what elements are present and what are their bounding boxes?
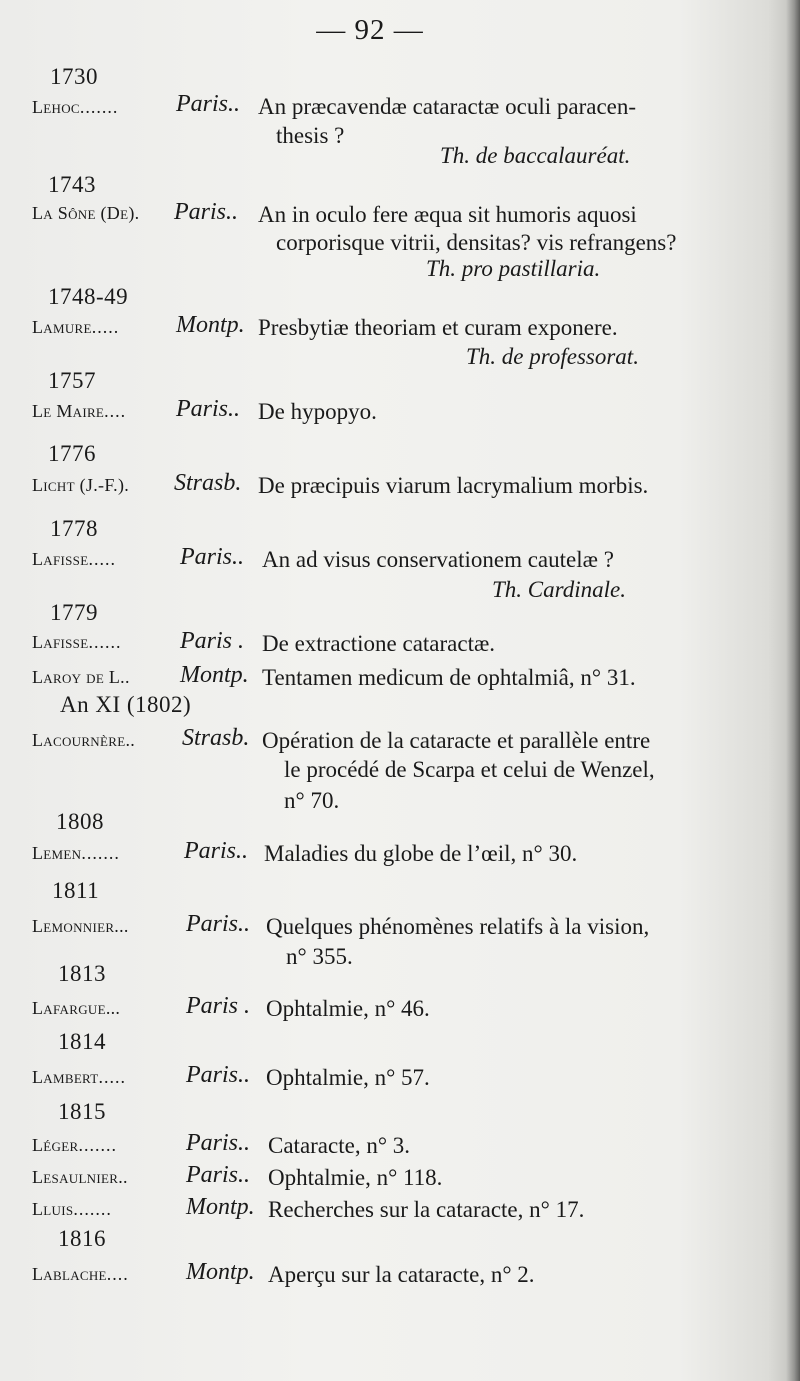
entry-place: Paris.. xyxy=(174,199,239,225)
entry-thesis-type: Th. de professorat. xyxy=(466,344,639,369)
entry-author: Lemonnier... xyxy=(32,916,129,936)
entry-author: Lafargue... xyxy=(32,998,121,1018)
entry-title: De hypopyo. xyxy=(258,399,377,424)
entry-year: 1757 xyxy=(48,368,96,393)
entry-title-continuation: n° 355. xyxy=(286,944,353,969)
entry-year: 1815 xyxy=(58,1099,106,1124)
entry-place: Montp. xyxy=(186,1194,255,1220)
entry-year: 1808 xyxy=(56,809,104,834)
entry-author: Licht (J.-F.). xyxy=(32,475,130,495)
entry-year: 1779 xyxy=(50,600,98,625)
entry-title-continuation: n° 70. xyxy=(284,788,340,813)
entry-author: Lafisse...... xyxy=(32,632,122,652)
entry-year: 1778 xyxy=(50,516,98,541)
entry-title-continuation: thesis ? xyxy=(276,123,345,148)
entry-title: Tentamen medicum de ophtalmiâ, n° 31. xyxy=(262,665,636,690)
entry-place: Montp. xyxy=(180,662,249,688)
entry-place: Paris.. xyxy=(186,1130,251,1156)
entry-place: Paris . xyxy=(186,993,251,1019)
page-number: — 92 — xyxy=(316,14,424,46)
entry-place: Paris.. xyxy=(176,396,241,422)
entry-place: Paris.. xyxy=(186,1162,251,1188)
entry-year: 1748-49 xyxy=(48,284,129,309)
entry-title: De præcipuis viarum lacrymalium morbis. xyxy=(258,473,649,498)
entry-title: Ophtalmie, n° 118. xyxy=(268,1165,443,1190)
entry-title-continuation: le procédé de Scarpa et celui de Wenzel, xyxy=(284,757,655,782)
entry-year: 1743 xyxy=(48,172,96,197)
entry-thesis-type: Th. Cardinale. xyxy=(492,577,626,602)
entry-author: Lesaulnier.. xyxy=(32,1167,128,1187)
entry-author: Lablache.... xyxy=(32,1264,129,1284)
entry-author: Lacournère.. xyxy=(32,730,136,750)
entry-title: Recherches sur la cataracte, n° 17. xyxy=(268,1197,585,1222)
entry-title: Opération de la cataracte et parallèle entre xyxy=(262,728,651,753)
entry-title: Ophtalmie, n° 46. xyxy=(266,996,430,1021)
entry-place: Paris.. xyxy=(176,91,241,117)
entry-author: La Sône (De). xyxy=(32,203,140,223)
entry-year: 1811 xyxy=(52,878,100,903)
entry-thesis-type: Th. pro pastillaria. xyxy=(426,256,601,281)
entry-year: 1814 xyxy=(58,1029,106,1054)
entry-title-continuation: corporisque vitrii, densitas? vis refrangens? xyxy=(276,230,677,255)
entry-thesis-type: Th. de baccalauréat. xyxy=(440,143,631,168)
entry-title: Quelques phénomènes relatifs à la vision, xyxy=(266,914,650,939)
entry-title: An præcavendæ cataractæ oculi paracen- xyxy=(258,94,637,119)
entry-title: Presbytiæ theoriam et curam exponere. xyxy=(258,315,618,340)
entry-title: An in oculo fere æqua sit humoris aquosi xyxy=(258,202,637,227)
entry-author: Lluis....... xyxy=(32,1199,112,1219)
page-spine-shadow xyxy=(786,0,800,1381)
entry-place: Paris.. xyxy=(186,911,251,937)
entry-year: An XI (1802) xyxy=(60,692,192,717)
entry-year: 1776 xyxy=(48,441,96,466)
entry-title: Maladies du globe de l’œil, n° 30. xyxy=(264,841,578,866)
entry-author: Lafisse..... xyxy=(32,549,116,569)
entry-title: De extractione cataractæ. xyxy=(262,631,496,656)
entry-author: Laroy de L.. xyxy=(32,667,130,687)
entry-place: Strasb. xyxy=(182,725,250,751)
entry-year: 1816 xyxy=(58,1226,106,1251)
entry-place: Montp. xyxy=(186,1259,255,1285)
entry-title: Ophtalmie, n° 57. xyxy=(266,1065,430,1090)
entry-place: Strasb. xyxy=(174,470,242,496)
entry-place: Paris.. xyxy=(180,544,245,570)
entry-place: Montp. xyxy=(176,312,245,338)
entry-year: 1813 xyxy=(58,961,106,986)
entry-place: Paris . xyxy=(180,628,245,654)
entry-place: Paris.. xyxy=(186,1062,251,1088)
entry-title: Cataracte, n° 3. xyxy=(268,1133,411,1158)
entry-author: Lamure..... xyxy=(32,317,120,337)
entry-author: Le Maire.... xyxy=(32,401,127,421)
entry-author: Lambert..... xyxy=(32,1067,126,1087)
entry-place: Paris.. xyxy=(184,838,249,864)
entry-title: An ad visus conservationem cautelæ ? xyxy=(262,547,614,572)
entry-year: 1730 xyxy=(50,64,98,89)
entry-title: Aperçu sur la cataracte, n° 2. xyxy=(268,1262,535,1287)
entry-author: Lemen....... xyxy=(32,843,120,863)
entry-author: Lehoc....... xyxy=(32,97,119,117)
entry-author: Léger....... xyxy=(32,1135,117,1155)
